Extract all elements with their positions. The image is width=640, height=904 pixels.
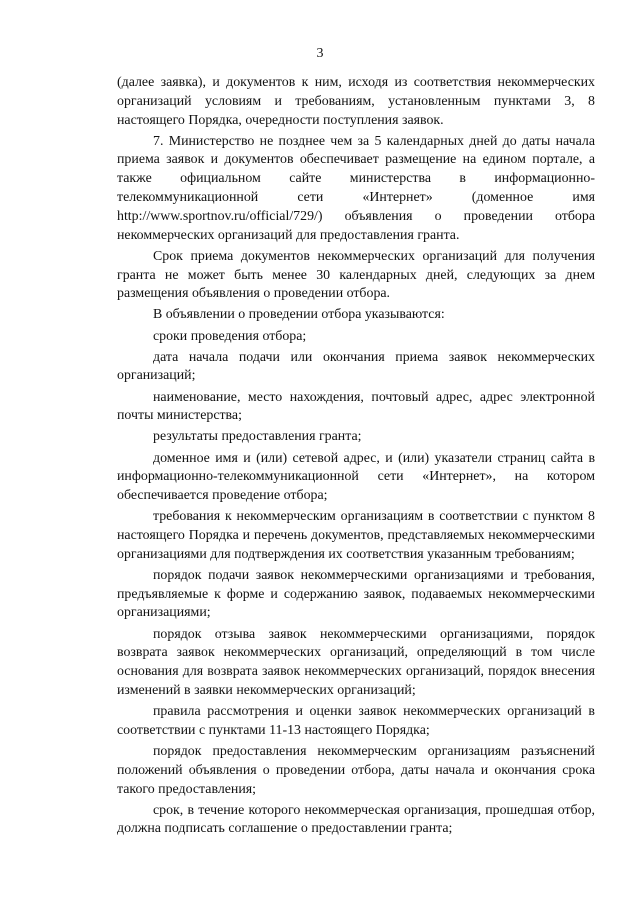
document-body xyxy=(117,74,595,842)
list-item: доменное имя и (или) сетевой адрес, и (или) указатели страниц сайта в информационно-телекоммуникационной сети «Интернет», на котором обеспечивается проведение отбора; xyxy=(117,450,595,504)
list-item: порядок предоставления некоммерческим организациям разъяснений положений объявления о проведении отбора, даты начала и окончания срока такого предоставления; xyxy=(117,743,595,797)
list-item: дата начала подачи или окончания приема заявок некоммерческих организаций; xyxy=(117,349,595,384)
page-number: 3 xyxy=(316,46,324,61)
list-item: порядок подачи заявок некоммерческими организациями и требования, предъявляемые к форме и содержанию заявок, подаваемых некоммерческими организациями; xyxy=(117,567,595,621)
list-item: наименование, место нахождения, почтовый адрес, адрес электронной почты министерства; xyxy=(117,389,595,424)
list-item: сроки проведения отбора; xyxy=(153,328,307,344)
paragraph-deadline: Срок приема документов некоммерческих организаций для получения гранта не может быть менее 30 календарных дней, следующих за днем размещения объявления о проведении отбора. xyxy=(117,248,595,302)
list-item: порядок отзыва заявок некоммерческими организациями, порядок возврата заявок некоммерческих организаций, определяющий в том числе основания для возврата заявок некоммерческих организаций, порядок внесения изменений в заявки некоммерческих организаций; xyxy=(117,626,595,698)
list-item: требования к некоммерческим организациям в соответствии с пунктом 8 настоящего Порядка и перечень документов, представляемых некоммерческими организациями для подтверждения их соответствия указанным требованиям; xyxy=(117,509,595,562)
list-item: срок, в течение которого некоммерческая организация, прошедшая отбор, должна подписать соглашение о предоставлении гранта; xyxy=(117,802,595,837)
list-item: правила рассмотрения и оценки заявок некоммерческих организаций в соответствии с пунктами 11-13 настоящего Порядка; xyxy=(117,704,595,738)
paragraph-item-7: 7. Министерство не позднее чем за 5 календарных дней до даты начала приема заявок и документов обеспечивает размещение на едином портале, а также официальном сайте министерства в информационно-телекоммуникационной сети «Интернет» (доменное имя http://www.sportnov.ru/official/729/) объявления о проведении отбора некоммерческих организаций для предоставления гранта. xyxy=(117,133,595,243)
paragraph-continuation: (далее заявка), и документов к ним, исходя из соответствия некоммерческих организаций условиям и требованиям, установленным пунктами 3, 8 настоящего Порядка, очередности поступления заявок. xyxy=(117,75,595,128)
list-item: результаты предоставления гранта; xyxy=(153,429,362,445)
paragraph-announcement-intro: В объявлении о проведении отбора указываются: xyxy=(153,307,445,323)
